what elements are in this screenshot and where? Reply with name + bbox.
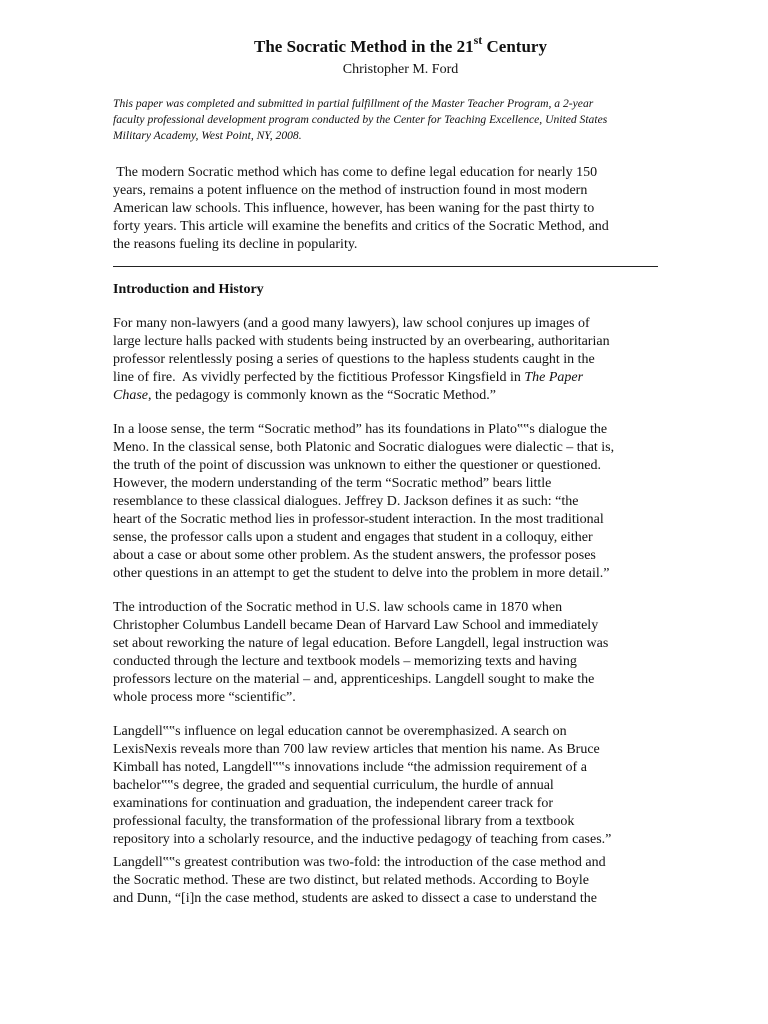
paragraph-line: Langdell‟‟s influence on legal education cannot be overemphasized. A search on	[113, 724, 567, 739]
paragraph-introduction-1870	[113, 599, 658, 707]
paragraph-line: conducted through the lecture and textbook models – memorizing texts and having	[113, 654, 577, 669]
document-page	[113, 33, 658, 908]
title-main: The Socratic Method in the 21	[254, 37, 474, 56]
abstract-line: American law schools. This influence, however, has been waning for the past thirty to	[113, 201, 595, 216]
paragraph-line: For many non-lawyers (and a good many lawyers), law school conjures up images of	[113, 316, 590, 331]
paragraph-loose-sense	[113, 421, 658, 583]
paragraph-line: However, the modern understanding of the term “Socratic method” bears little	[113, 476, 552, 491]
paragraph-line: Langdell‟‟s greatest contribution was two-fold: the introduction of the case method and	[113, 855, 606, 870]
title-superscript: st	[473, 33, 483, 48]
abstract-line: The modern Socratic method which has come to define legal education for nearly 150	[113, 165, 598, 180]
film-title-part: The Paper	[524, 370, 584, 385]
paragraph-line: LexisNexis reveals more than 700 law review articles that mention his name. As Bruce	[113, 742, 600, 757]
paragraph-line: whole process more “scientific”.	[113, 690, 296, 705]
paragraph-line: and Dunn, “[i]n the case method, students are asked to dissect a case to understand the	[113, 891, 598, 906]
paragraph-line: sense, the professor calls upon a student and engages that student in a colloquy, either	[113, 530, 593, 545]
document-title	[113, 33, 658, 58]
paragraph-line: set about reworking the nature of legal education. Before Langdell, legal instruction was	[113, 636, 609, 651]
note-line: This paper was completed and submitted in partial fulfillment of the Master Teacher Program, a 2-year	[113, 97, 594, 110]
paragraph-line: the Socratic method. These are two distinct, but related methods. According to Boyle	[113, 873, 590, 888]
paragraph-langdell-contribution	[113, 854, 658, 908]
paragraph-line: Meno. In the classical sense, both Platonic and Socratic dialogues were dialectic – that is,	[113, 440, 615, 455]
section-heading: Introduction and History	[113, 282, 264, 297]
abstract-line: forty years. This article will examine the benefits and critics of the Socratic Method, and	[113, 219, 609, 234]
paragraph-line: In a loose sense, the term “Socratic method” has its foundations in Plato‟‟s dialogue the	[113, 422, 608, 437]
line-text: line of fire. As vividly perfected by the fictitious Professor Kingsfield in	[113, 370, 525, 385]
paragraph-line	[113, 387, 658, 405]
paragraph-line: the truth of the point of discussion was unknown to either the questioner or questioned.	[113, 458, 601, 473]
horizontal-divider	[113, 266, 658, 267]
paragraph-line: heart of the Socratic method lies in professor-student interaction. In the most traditional	[113, 512, 604, 527]
paragraph-line: repository into a scholarly resource, and the inductive pedagogy of teaching from cases.”	[113, 832, 612, 847]
paragraph-intro	[113, 315, 658, 405]
paragraph-line: bachelor‟‟s degree, the graded and sequential curriculum, the hurdle of annual	[113, 778, 554, 793]
line-text: , the pedagogy is commonly known as the “Socratic Method.”	[148, 388, 496, 403]
note-line: faculty professional development program conducted by the Center for Teaching Excellence, United States	[113, 113, 608, 126]
paragraph-line: Kimball has noted, Langdell‟‟s innovations include “the admission requirement of a	[113, 760, 587, 775]
paragraph-line: large lecture halls packed with students being instructed by an overbearing, authoritarian	[113, 334, 610, 349]
paragraph-line: about a case or about some other problem. As the student answers, the professor poses	[113, 548, 596, 563]
paragraph-line: resemblance to these classical dialogues. Jeffrey D. Jackson defines it as such: “the	[113, 494, 579, 509]
paragraph-line: professor relentlessly posing a series of questions to the hapless students caught in the	[113, 352, 595, 367]
abstract-line: the reasons fueling its decline in popularity.	[113, 237, 358, 252]
paragraph-line: examinations for continuation and graduation, the independent career track for	[113, 796, 554, 811]
submission-note	[113, 96, 658, 144]
paragraph-line: The introduction of the Socratic method in U.S. law schools came in 1870 when	[113, 600, 563, 615]
paragraph-line: other questions in an attempt to get the student to delve into the problem in more detail.”	[113, 566, 610, 581]
paragraph-line: professors lecture on the material – and, apprenticeships. Langdell sought to make the	[113, 672, 595, 687]
abstract-line: years, remains a potent influence on the method of instruction found in most modern	[113, 183, 588, 198]
film-title-part: Chase	[113, 388, 148, 403]
paragraph-line	[113, 369, 658, 387]
paragraph-line: Christopher Columbus Landell became Dean of Harvard Law School and immediately	[113, 618, 599, 633]
paragraph-langdell-influence	[113, 723, 658, 849]
abstract	[113, 164, 658, 254]
paragraph-line: professional faculty, the transformation of the professional library from a textbook	[113, 814, 575, 829]
author-name: Christopher M. Ford	[342, 62, 459, 77]
note-line: Military Academy, West Point, NY, 2008.	[113, 129, 302, 142]
title-end: Century	[482, 37, 547, 56]
